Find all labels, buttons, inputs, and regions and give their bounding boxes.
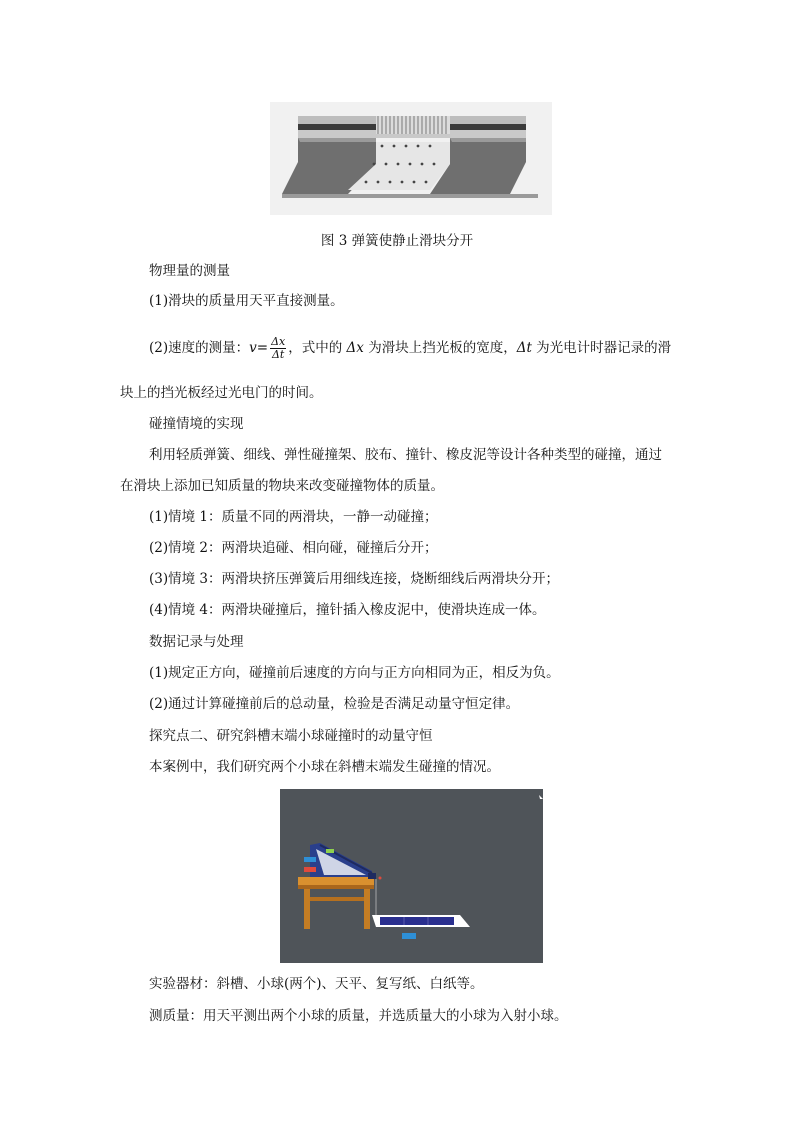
measure-item-1: (1)滑块的质量用天平直接测量。 (149, 293, 344, 309)
mass-measure-line: 测质量：用天平测出两个小球的质量，并选质量大的小球为入射小球。 (149, 1008, 568, 1024)
measure-item-2-mid2: 为滑块上挡光板的宽度， (363, 340, 517, 356)
velocity-symbol: v (249, 340, 257, 356)
heading-measurement: 物理量的测量 (149, 263, 230, 279)
heading-data: 数据记录与处理 (149, 634, 244, 650)
delta-x-symbol: Δx (346, 340, 364, 356)
fraction-denominator: Δt (271, 348, 285, 361)
collision-para-line-1: 利用轻质弹簧、细线、弹性碰撞架、胶布、撞针、橡皮泥等设计各种类型的碰撞，通过 (149, 447, 662, 463)
data-item-2: (2)通过计算碰撞前后的总动量，检验是否满足动量守恒定律。 (149, 696, 520, 712)
delta-t-symbol: Δt (516, 340, 532, 356)
chute-experiment-figure (280, 789, 543, 963)
measure-item-2 (149, 333, 671, 363)
fraction-numerator: Δx (271, 335, 286, 348)
heading-collision: 碰撞情境的实现 (149, 416, 244, 432)
collision-case-1: (1)情境 1：质量不同的两滑块，一静一动碰撞； (149, 509, 438, 525)
equals-sign: = (256, 340, 269, 356)
figure1-caption: 图 3 弹簧使静止滑块分开 (320, 233, 474, 249)
heading-inquiry-2: 探究点二、研究斜槽末端小球碰撞时的动量守恒 (149, 728, 433, 744)
velocity-fraction (270, 336, 286, 361)
collision-case-4: (4)情境 4：两滑块碰撞后，撞针插入橡皮泥中，使滑块连成一体。 (149, 602, 546, 618)
collision-case-2: (2)情境 2：两滑块追碰、相向碰，碰撞后分开； (149, 540, 438, 556)
inquiry-intro: 本案例中，我们研究两个小球在斜槽末端发生碰撞的情况。 (149, 759, 500, 775)
measure-item-2-continuation: 块上的挡光板经过光电门的时间。 (120, 385, 323, 401)
collision-case-3: (3)情境 3：两滑块挤压弹簧后用细线连接，烧断细线后两滑块分开； (149, 571, 560, 587)
measure-item-2-mid3: 为光电计时器记录的滑 (531, 340, 672, 356)
measure-item-2-prefix: (2)速度的测量： (149, 340, 250, 356)
materials-line: 实验器材：斜槽、小球(两个)、天平、复写纸、白纸等。 (149, 976, 484, 992)
collision-para-line-2: 在滑块上添加已知质量的物块来改变碰撞物体的质量。 (120, 478, 444, 494)
measure-item-2-mid1: ，式中的 (288, 340, 347, 356)
air-track-figure (270, 102, 552, 215)
data-item-1: (1)规定正方向，碰撞前后速度的方向与正方向相同为正，相反为负。 (149, 665, 560, 681)
